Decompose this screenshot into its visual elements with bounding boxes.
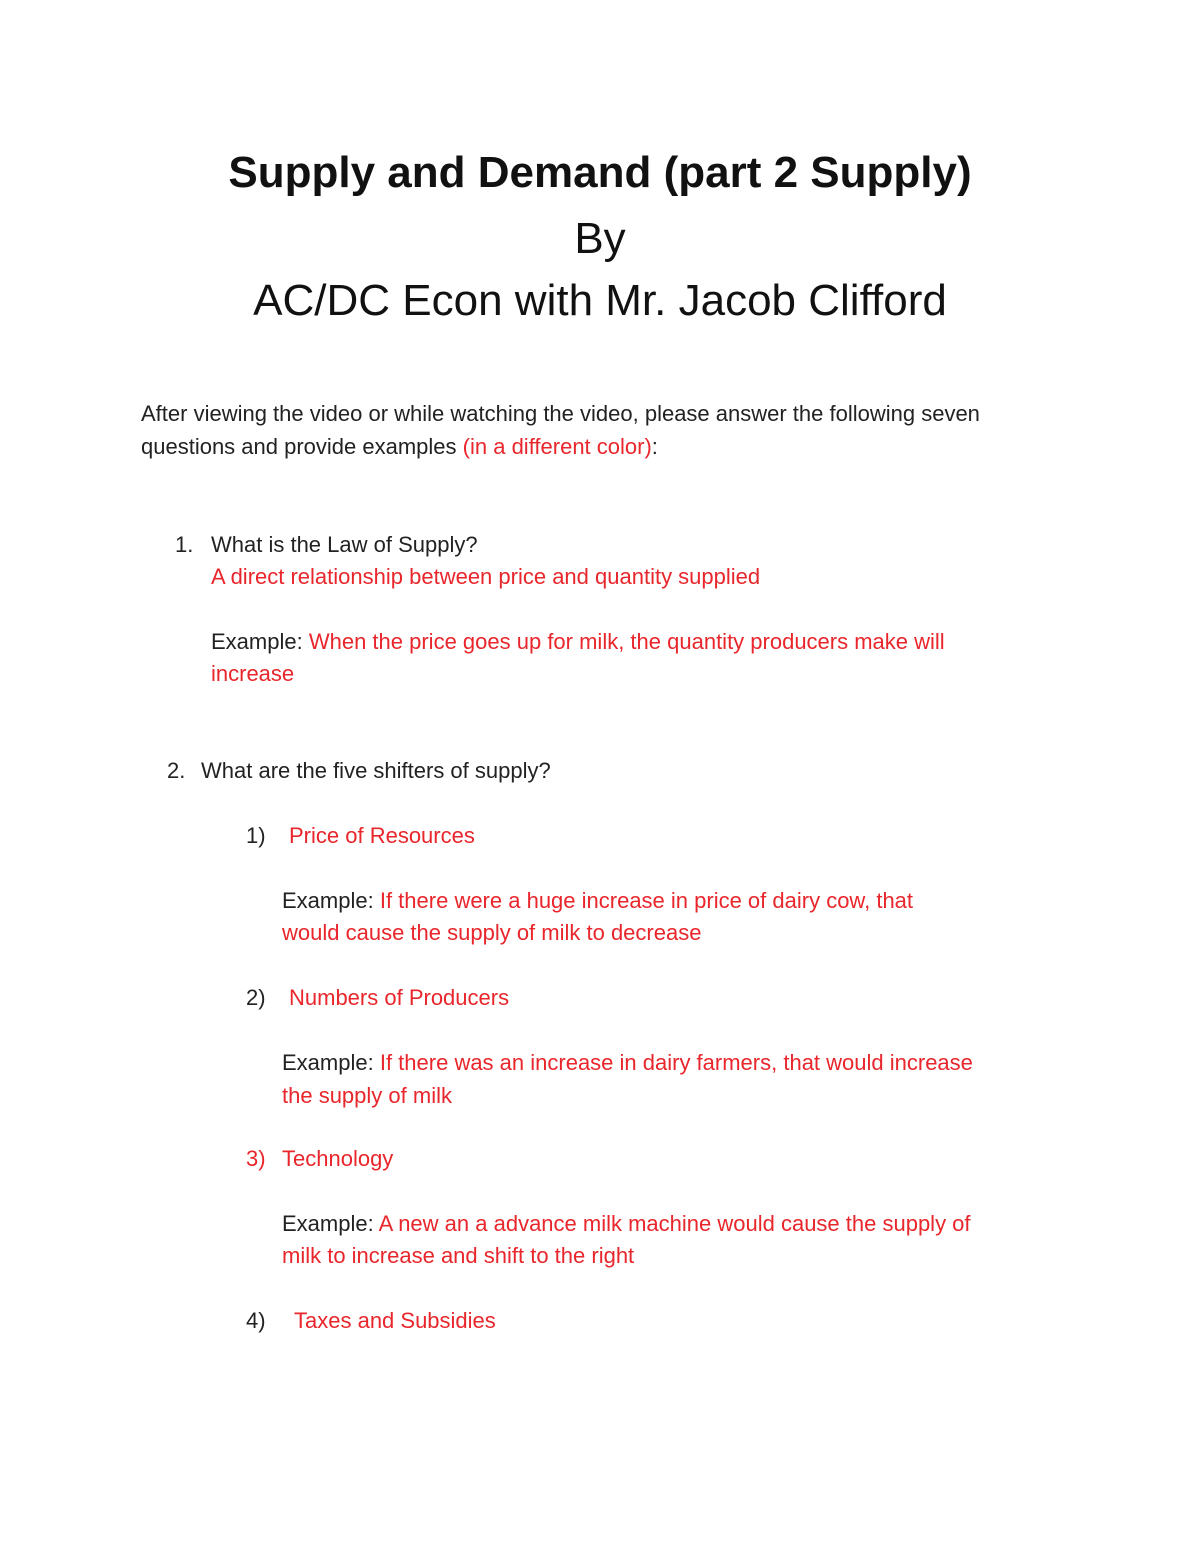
byline-author: AC/DC Econ with Mr. Jacob Clifford: [253, 276, 947, 325]
shifter-2-example-line-1: [282, 1046, 973, 1079]
q2-number: 2.: [167, 758, 186, 783]
intro-line-2-plain: questions and provide examples: [141, 434, 457, 459]
document-title: Supply and Demand (part 2 Supply): [228, 148, 972, 197]
shifter-3-number: 3): [246, 1146, 266, 1171]
shifter-3-example-text: A new an a advance milk machine would cause the supply of: [378, 1211, 971, 1236]
shifter-1-number: 1): [246, 823, 266, 848]
shifter-2-example-label: Example:: [282, 1050, 374, 1075]
shifter-2-example-text: If there was an increase in dairy farmers, that would increase: [379, 1050, 973, 1075]
shifter-1-example-line-2: would cause the supply of milk to decrease: [282, 920, 702, 945]
shifter-2-example-line-2: the supply of milk: [282, 1083, 452, 1108]
q1-number: 1.: [175, 532, 194, 557]
q1-example-line-2: increase: [211, 661, 295, 686]
shifter-4-number: 4): [246, 1308, 266, 1333]
shifter-3-name: Technology: [282, 1146, 394, 1171]
shifter-2-number: 2): [246, 985, 266, 1010]
shifter-3-example-label: Example:: [282, 1211, 374, 1236]
q1-answer: A direct relationship between price and quantity supplied: [211, 564, 761, 589]
q2-question: What are the five shifters of supply?: [201, 758, 551, 783]
shifter-3-example-line-1: [282, 1207, 971, 1240]
q1-question: What is the Law of Supply?: [211, 532, 478, 557]
shifter-2-name: Numbers of Producers: [289, 985, 510, 1010]
shifter-1-name: Price of Resources: [289, 823, 475, 848]
q1-example-text: When the price goes up for milk, the quantity producers make will: [308, 629, 945, 654]
byline-by: By: [574, 214, 626, 263]
shifter-4-name: Taxes and Subsidies: [294, 1308, 496, 1333]
intro-line-2: [141, 430, 658, 463]
q1-example-label: Example:: [211, 629, 303, 654]
intro-line-2-end: :: [651, 434, 658, 459]
intro-line-2-red: (in a different color): [462, 434, 652, 459]
shifter-1-example-label: Example:: [282, 888, 374, 913]
q1-example-line-1: [211, 625, 945, 658]
shifter-3-example-line-2: milk to increase and shift to the right: [282, 1243, 635, 1268]
shifter-1-example-line-1: [282, 884, 913, 917]
intro-line-1: After viewing the video or while watching the video, please answer the following seven: [141, 401, 980, 426]
shifter-1-example-text: If there were a huge increase in price of dairy cow, that: [379, 888, 914, 913]
